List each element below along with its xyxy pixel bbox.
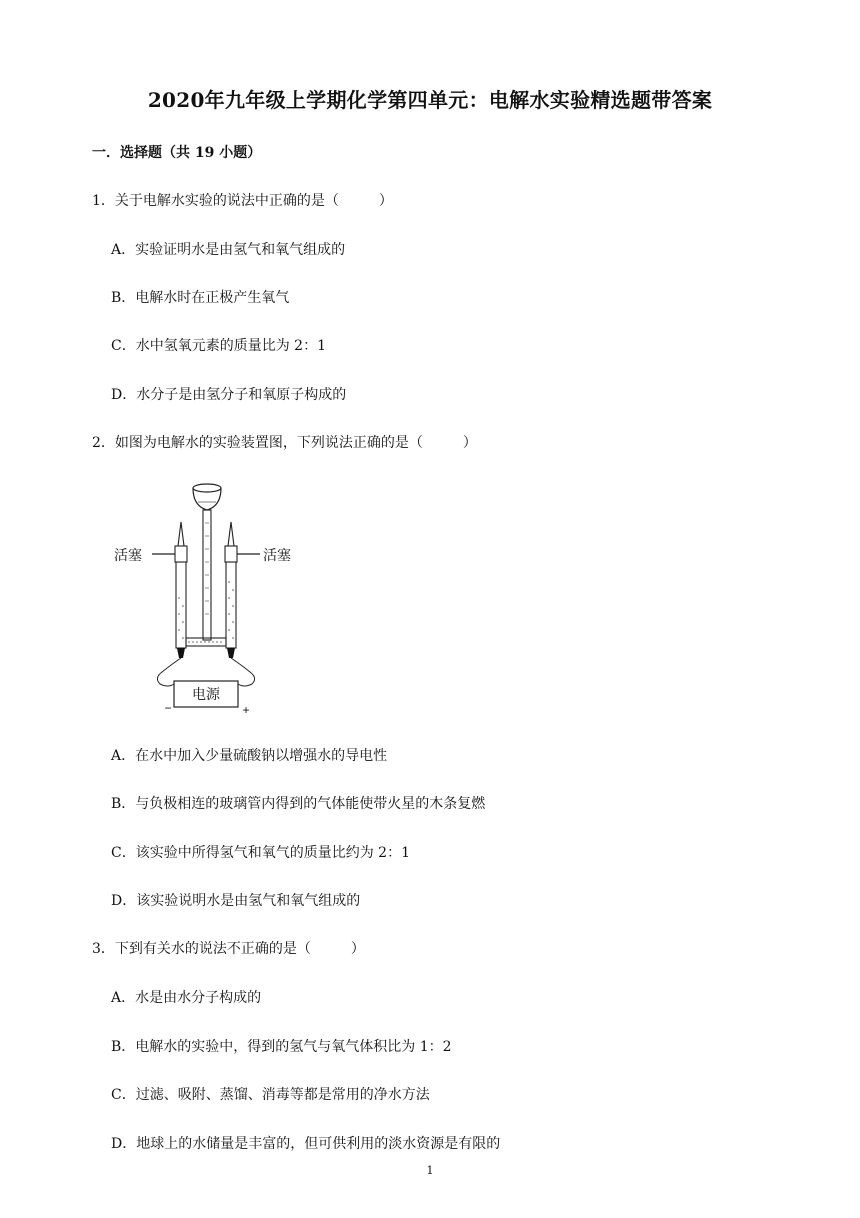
question-2-option-b: B．与负极相连的玻璃管内得到的气体能使带火星的木条复燃	[111, 796, 486, 812]
right-valve	[225, 546, 237, 562]
right-tube	[226, 562, 236, 648]
question-1-option-b: B．电解水时在正极产生氧气	[111, 290, 290, 306]
question-3-stem	[92, 938, 365, 958]
left-tube	[176, 562, 186, 648]
section-heading: 一．选择题（共 19 小题）	[92, 145, 262, 161]
question-3-stem-text: 3．下到有关水的说法不正确的是（	[92, 941, 311, 957]
question-2-stem	[92, 432, 477, 452]
question-2-stem-text: 2．如图为电解水的实验装置图，下列说法正确的是（	[92, 435, 423, 451]
left-valve	[175, 546, 187, 562]
question-1-stem	[92, 190, 393, 210]
question-1-stem-text: 1．关于电解水实验的说法中正确的是（	[92, 193, 339, 209]
page-number: 1	[426, 1164, 434, 1177]
question-1-option-a: A．实验证明水是由氢气和氧气组成的	[111, 242, 346, 258]
question-1-option-d: D．水分子是由氢分子和氧原子构成的	[111, 387, 347, 403]
document-title: 2020年九年级上学期化学第四单元：电解水实验精选题带答案	[147, 88, 713, 112]
question-3-stem-close: ）	[350, 941, 365, 957]
question-1-option-c: C．水中氢氧元素的质量比为 2：1	[111, 338, 326, 354]
question-3-option-b: B．电解水的实验中，得到的氢气与氧气体积比为 1：2	[111, 1039, 452, 1055]
left-valve-label: 活塞	[114, 547, 142, 563]
question-3-option-d: D．地球上的水储量是丰富的，但可供利用的淡水资源是有限的	[111, 1136, 501, 1152]
right-tube-tip	[228, 522, 234, 546]
question-2-stem-close: ）	[462, 435, 477, 451]
question-2-option-c: C．该实验中所得氢气和氧气的质量比约为 2：1	[111, 845, 410, 861]
left-electrode	[177, 648, 185, 658]
right-valve-label: 活塞	[263, 547, 291, 563]
question-3-option-c: C．过滤、吸附、蒸馏、消毒等都是常用的净水方法	[111, 1087, 430, 1103]
electrolysis-apparatus-figure	[110, 478, 291, 718]
right-electrode	[227, 648, 235, 658]
plus-terminal-label: +	[242, 703, 250, 717]
question-3-option-a: A．水是由水分子构成的	[111, 990, 262, 1006]
question-1-stem-close: ）	[378, 193, 393, 209]
question-2-option-d: D．该实验说明水是由氢气和氧气组成的	[111, 893, 361, 909]
minus-terminal-label: −	[164, 701, 172, 715]
question-2-option-a: A．在水中加入少量硫酸钠以增强水的导电性	[111, 748, 388, 764]
power-supply-label: 电源	[192, 686, 220, 702]
left-tube-tip	[178, 522, 184, 546]
funnel-rim	[193, 484, 221, 492]
